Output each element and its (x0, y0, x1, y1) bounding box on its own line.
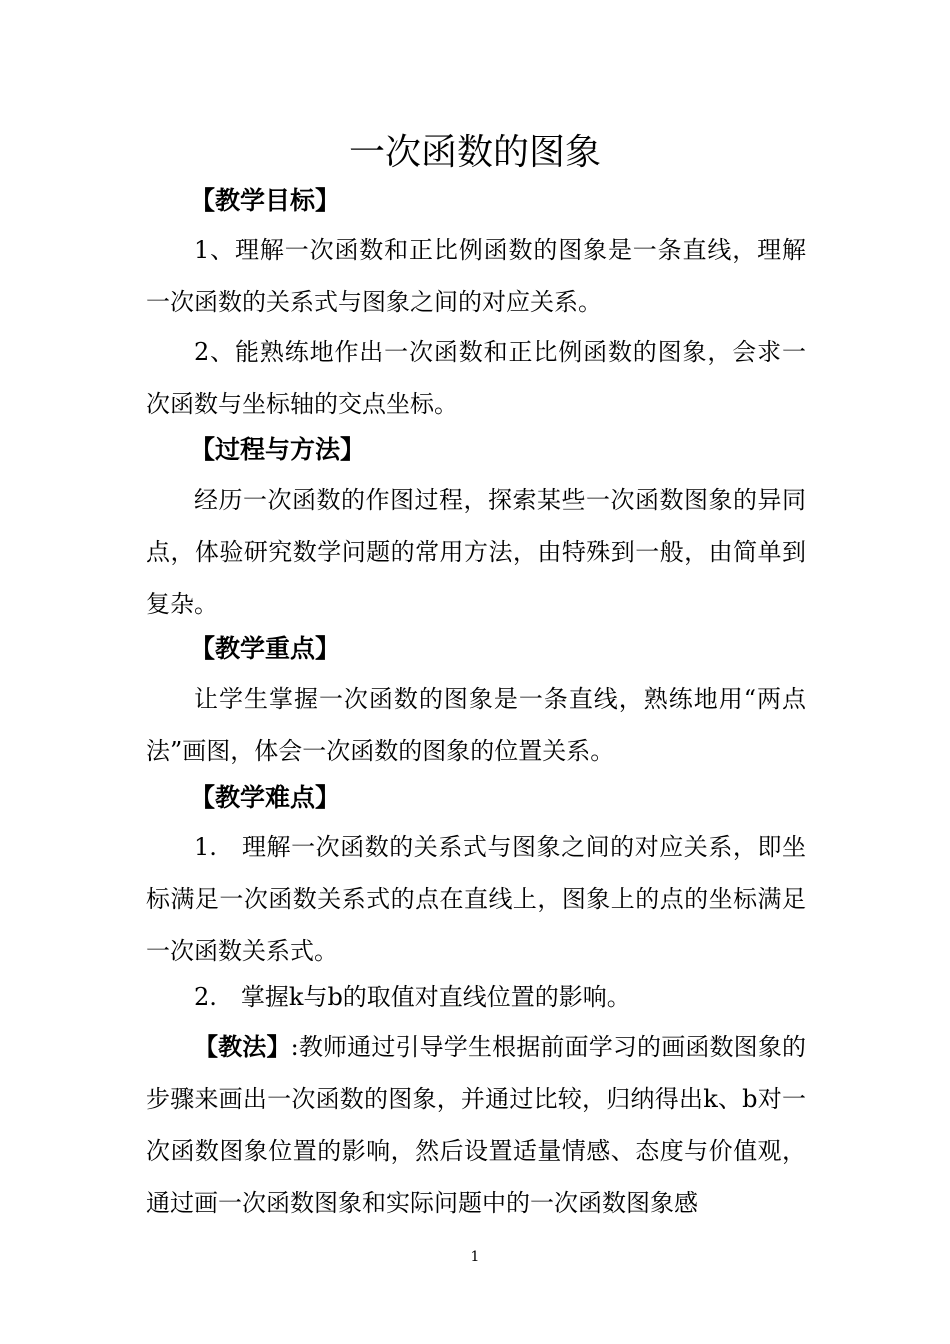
section-heading-key-points: 【教学重点】 (190, 634, 341, 663)
objectives-paragraph-2: 2、能熟练地作出一次函数和正比例函数的图象，会求一次函数与坐标轴的交点坐标。 (146, 338, 806, 418)
method-text: :教师通过引导学生根据前面学习的画函数图象的步骤来画出一次函数的图象，并通过比较，归纳得出k、b对一次函数图象位置的影响，然后设置适量情感、态度与价值观，通过画一次函数图象和实际问题中的一次函数图象感 (146, 1033, 806, 1217)
document-title: 一次函数的图象 (348, 132, 601, 173)
method-paragraph (146, 1021, 806, 1229)
key-points-paragraph: 让学生掌握一次函数的图象是一条直线，熟练地用“两点法”画图，体会一次函数的图象的位置关系。 (146, 685, 806, 765)
section-heading-difficulties: 【教学难点】 (190, 783, 341, 812)
objectives-paragraph-1: 1、理解一次函数和正比例函数的图象是一条直线，理解一次函数的关系式与图象之间的对应关系。 (146, 236, 806, 316)
section-heading-objectives: 【教学目标】 (190, 186, 341, 215)
process-paragraph: 经历一次函数的作图过程，探索某些一次函数图象的异同点，体验研究数学问题的常用方法，由特殊到一般，由简单到复杂。 (146, 486, 806, 618)
page-number: 1 (470, 1249, 480, 1265)
difficulties-paragraph-1: 1. 理解一次函数的关系式与图象之间的对应关系，即坐标满足一次函数关系式的点在直线上，图象上的点的坐标满足一次函数关系式。 (146, 833, 806, 965)
section-heading-process: 【过程与方法】 (190, 435, 366, 464)
method-heading: 【教法】 (194, 1033, 291, 1061)
difficulties-paragraph-2: 2. 掌握k与b的取值对直线位置的影响。 (194, 983, 631, 1011)
